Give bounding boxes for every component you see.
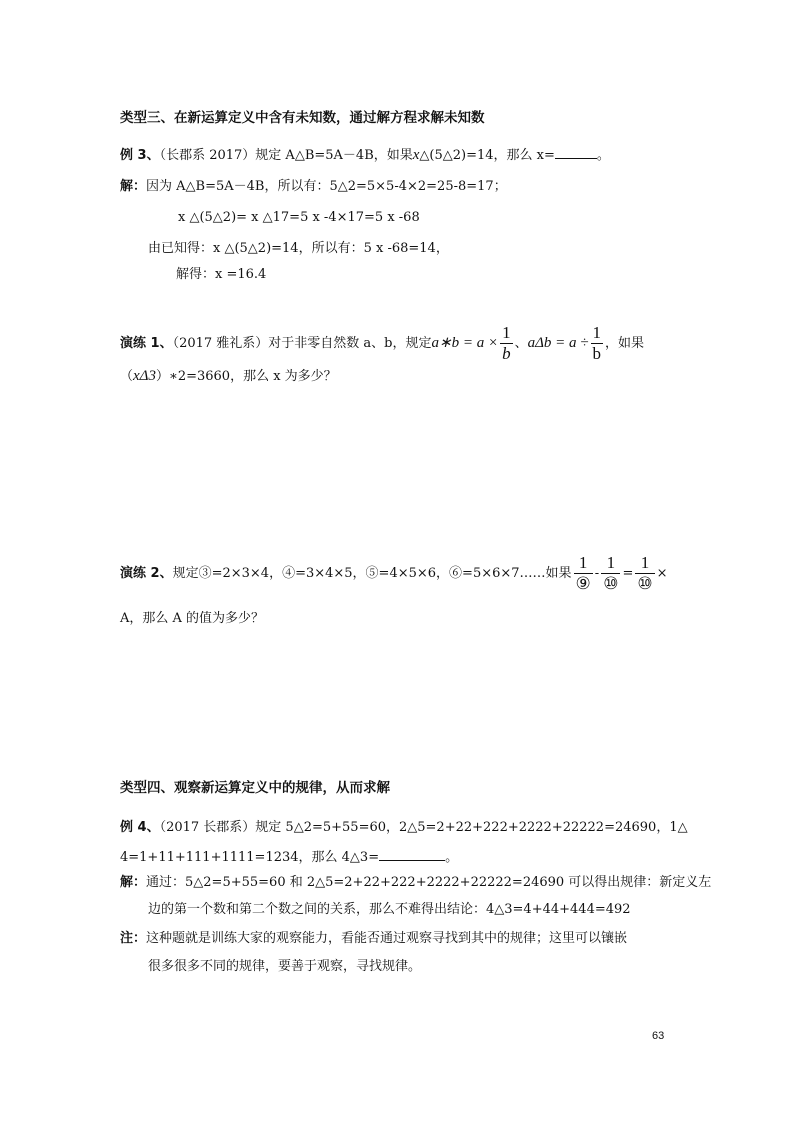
example-3-text-end: 。 bbox=[596, 148, 610, 163]
fraction-numerator: 1 bbox=[592, 323, 601, 342]
fraction-numerator: 1 bbox=[578, 553, 588, 572]
section-heading-type3: 类型三、在新运算定义中含有未知数，通过解方程求解未知数 bbox=[120, 110, 485, 126]
example-4-text-end: 。 bbox=[445, 850, 459, 865]
page-number: 63 bbox=[652, 1030, 665, 1042]
fraction-denominator: ⑩ bbox=[603, 573, 619, 593]
solution-3-line3: 由已知得：x △(5△2)=14，所以有：5 x -68=14， bbox=[148, 241, 449, 256]
fraction-numerator: 1 bbox=[640, 553, 650, 572]
solution-3-line1 bbox=[120, 180, 507, 193]
solution-4-line2: 边的第一个数和第二个数之间的关系，那么不难得出结论：4△3=4+44+444=492 bbox=[148, 902, 631, 917]
drill-1-text-b: ，如果 bbox=[605, 336, 645, 352]
fraction-numerator: 1 bbox=[502, 323, 511, 342]
fraction-numerator: 1 bbox=[606, 553, 616, 572]
drill-1-question: ）∗2=3660，那么 x 为多少？ bbox=[155, 369, 337, 384]
fraction-1-over-10-a bbox=[601, 554, 620, 593]
equals-sign: = bbox=[622, 566, 634, 582]
solution-4-line1 bbox=[120, 876, 711, 889]
example-4-text-1: （2017 长郡系）规定 5△2=5+55=60，2△5=2+22+222+2222+22222=24690，1△ bbox=[159, 820, 688, 835]
example-3-text-b: △(5△2)=14，那么 x= bbox=[419, 148, 555, 163]
solution-3-line2: x △(5△2)= x △17=5 x -4×17=5 x -68 bbox=[178, 210, 420, 225]
solution-3-line4: 解得：x =16.4 bbox=[176, 267, 267, 282]
solution-3-text-1: 因为 A△B=5A－4B，所以有：5△2=5×5-4×2=25-8=17； bbox=[146, 179, 507, 194]
drill-1-sep: 、 bbox=[514, 336, 528, 352]
answer-blank bbox=[555, 146, 597, 159]
drill-1-paren-open: （ bbox=[120, 369, 134, 384]
example-3-label: 例 3、 bbox=[120, 148, 160, 163]
times-sign: × bbox=[656, 566, 668, 582]
example-4-label: 例 4、 bbox=[120, 820, 160, 835]
solution-4-text-1: 通过：5△2=5+55=60 和 2△5=2+22+222+2222+22222=24690 可以得出规律：新定义左 bbox=[146, 875, 712, 890]
section-heading-type4: 类型四、观察新运算定义中的规律，从而求解 bbox=[120, 780, 390, 796]
note-label: 注： bbox=[120, 931, 147, 946]
drill-2-line2: A，那么 A 的值为多少？ bbox=[120, 611, 265, 626]
drill-2-text-a: 规定③=2×3×4，④=3×4×5，⑤=4×5×6，⑥=5×6×7……如果 bbox=[172, 566, 572, 582]
fraction-1-over-10-b bbox=[635, 554, 654, 593]
minus-sign: - bbox=[594, 566, 600, 582]
drill-1-label: 演练 1、 bbox=[120, 336, 173, 352]
example-4-line1 bbox=[120, 821, 688, 834]
drill-1-text-a: （2017 雅礼系）对于非零自然数 a、b，规定 bbox=[172, 336, 432, 352]
example-4-text-2: 4=1+11+111+1111=1234，那么 4△3= bbox=[120, 850, 380, 865]
fraction-2-over-b bbox=[591, 324, 604, 363]
example-4-line2 bbox=[120, 848, 458, 864]
example-3 bbox=[120, 146, 610, 163]
fraction-denominator: ⑩ bbox=[637, 573, 653, 593]
drill-1-line1 bbox=[120, 324, 644, 363]
example-3-text-a: （长郡系 2017）规定 A△B=5A－4B，如果 bbox=[159, 148, 413, 163]
formula-1-lhs: a∗b = a × bbox=[431, 335, 499, 352]
drill-1-line2 bbox=[120, 369, 337, 384]
drill-2-label: 演练 2、 bbox=[120, 566, 173, 582]
fraction-1-over-b bbox=[500, 324, 513, 363]
note-line1 bbox=[120, 932, 627, 945]
fraction-denominator: b bbox=[502, 343, 511, 363]
note-text-1: 这种题就是训练大家的观察能力，看能否通过观察寻找到其中的规律；这里可以镶嵌 bbox=[146, 931, 628, 946]
note-line2: 很多很多不同的规律，要善于观察，寻找规律。 bbox=[148, 959, 422, 974]
fraction-1-over-9 bbox=[574, 554, 593, 593]
formula-2-lhs: aΔb = a ÷ bbox=[527, 335, 589, 352]
fraction-denominator: b bbox=[592, 343, 601, 363]
drill-2-line1 bbox=[120, 554, 668, 593]
solution-label: 解： bbox=[120, 875, 147, 890]
solution-label: 解： bbox=[120, 179, 147, 194]
drill-1-expr: xΔ3 bbox=[133, 368, 156, 384]
fraction-denominator: ⑨ bbox=[575, 573, 591, 593]
answer-blank bbox=[379, 848, 445, 861]
example-3-var-x: x bbox=[412, 147, 420, 163]
